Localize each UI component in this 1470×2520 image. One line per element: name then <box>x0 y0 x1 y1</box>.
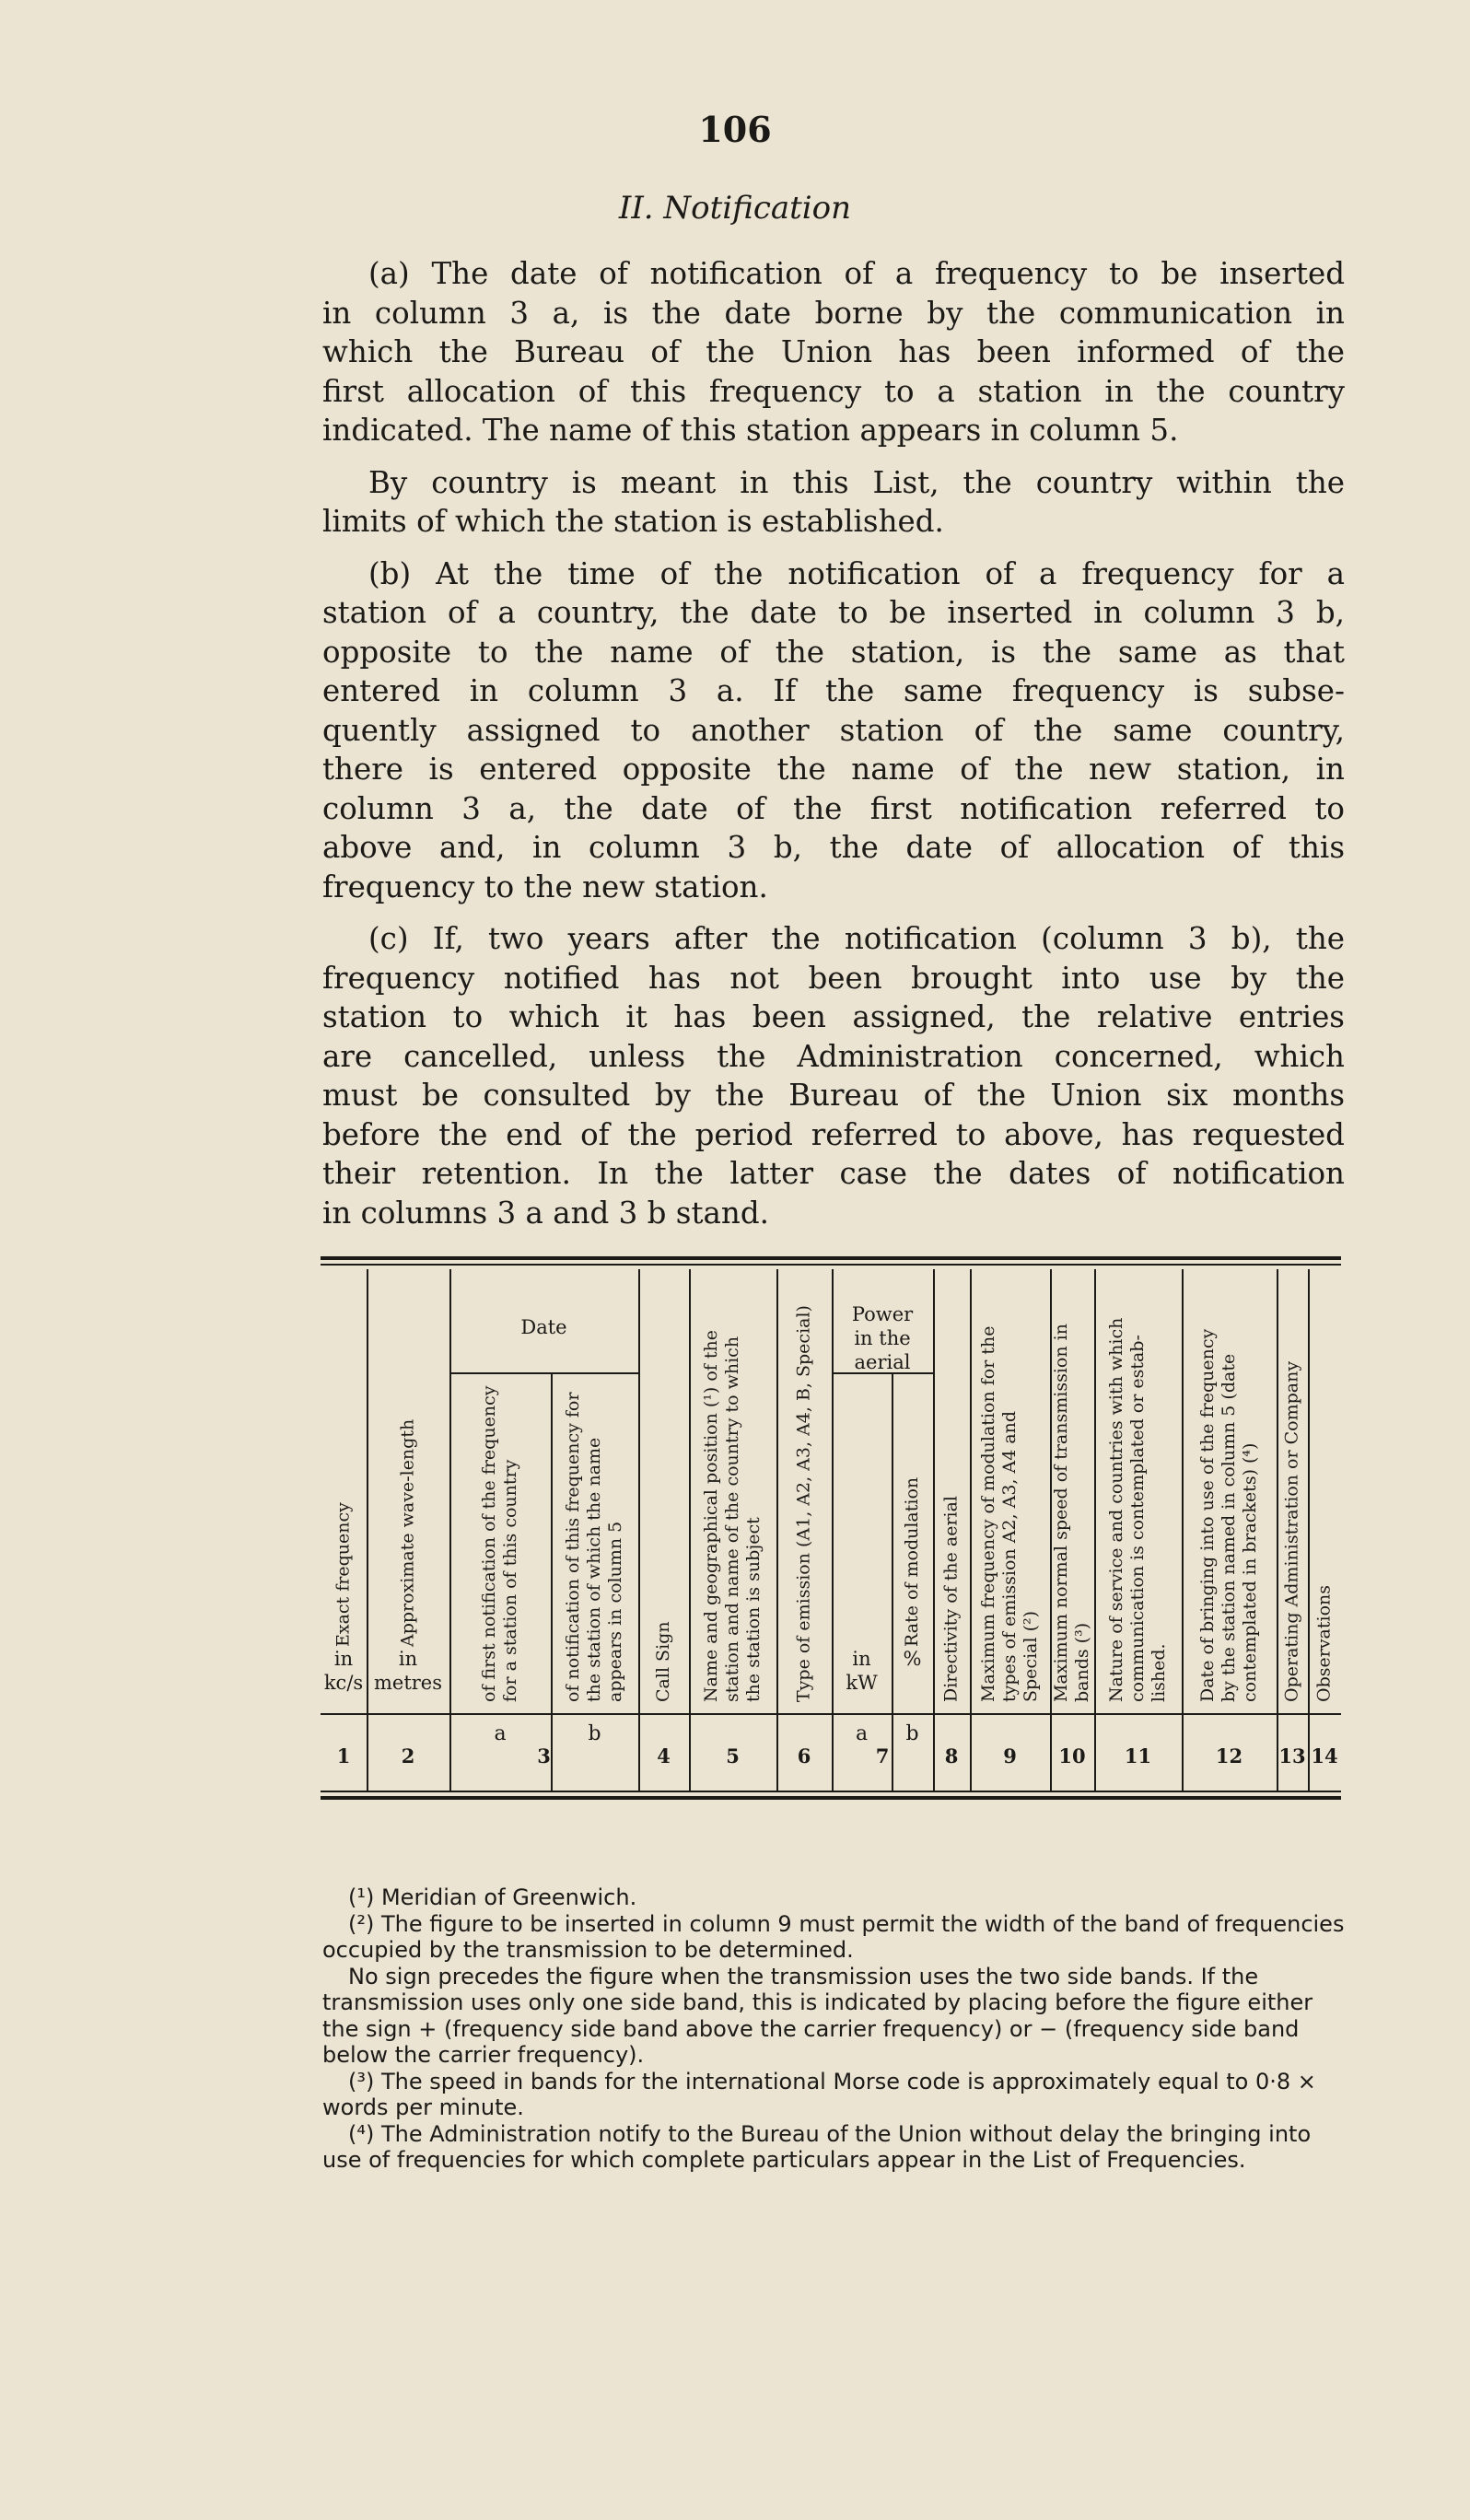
table-bottom-rule-thick <box>321 1796 1341 1800</box>
paragraph-line: limits of which the station is established. <box>322 504 944 539</box>
paragraph-line: frequency notified has not been brought into use by the <box>322 960 1345 996</box>
paragraph-line: frequency to the new station. <box>322 869 768 904</box>
column-header-text: Approximate wave-length <box>397 1418 418 1647</box>
column-number: 12 <box>1215 1744 1243 1768</box>
column-header-text: Maximum normal speed of transmission in bands (³) <box>1051 1324 1092 1702</box>
paragraph-line: first allocation of this frequency to a station in the country <box>322 373 1345 409</box>
column-header-text: Date of bringing into use of the frequency by the station named in column 5 (date contemplated in brackets) (⁴) <box>1197 1328 1260 1702</box>
column-unit: in kc/s <box>323 1648 364 1694</box>
column-unit: in metres <box>373 1648 443 1694</box>
column-number: 8 <box>944 1744 959 1768</box>
column-unit: in kW <box>846 1648 878 1694</box>
column-header-text: Name and geographical position (¹) of the station and name of the country to which the station is subject <box>701 1330 764 1702</box>
paragraph-line: entered in column 3 a. If the same frequency is subse- <box>322 673 1345 708</box>
paragraph <box>322 554 1345 907</box>
column-header-text: Exact frequency <box>332 1502 354 1647</box>
group-header-rule <box>449 1372 638 1374</box>
footnote: (³) The speed in bands for the international Morse code is approximately equal to 0·8 × words per minute. <box>322 2068 1316 2120</box>
subcolumn-letter: b <box>588 1722 601 1745</box>
paragraph-line: station to which it has been assigned, the relative entries <box>322 999 1345 1034</box>
paragraph <box>322 254 1345 450</box>
footnote: No sign precedes the figure when the transmission uses the two side bands. If the transmission uses only one side band, this is indicated by placing before the figure either the sign + (frequency side band above the carrier frequency) or − (frequency side band below the carrier frequency). <box>322 1963 1313 2068</box>
paragraph-line: (c) If, two years after the notification (column 3 b), the <box>368 921 1345 956</box>
column-header-text: Observations <box>1313 1584 1335 1702</box>
paragraph-line: (b) At the time of the notification of a frequency for a <box>368 555 1345 591</box>
column-number: 2 <box>401 1744 415 1768</box>
column-header-text: Call Sign <box>653 1621 673 1702</box>
paragraph-line: quently assigned to another station of the same country, <box>322 712 1345 748</box>
paragraph-line: above and, in column 3 b, the date of allocation of this <box>322 830 1345 865</box>
paragraph-line: opposite to the name of the station, is the same as that <box>322 634 1345 670</box>
column-number: 10 <box>1058 1744 1086 1768</box>
paragraph-line: in columns 3 a and 3 b stand. <box>322 1195 769 1231</box>
column-header-text: of notification of this frequency for the station of which the name appears in column 5 <box>563 1392 625 1702</box>
column-number: 14 <box>1311 1744 1338 1768</box>
paragraph-line: column 3 a, the date of the first notification referred to <box>322 790 1345 826</box>
table-top-rule-thin <box>321 1264 1341 1266</box>
column-number: 13 <box>1278 1744 1306 1768</box>
paragraph-line: indicated. The name of this station appears in column 5. <box>322 413 1179 448</box>
page-number: 106 <box>698 109 772 150</box>
paragraph-line: are cancelled, unless the Administration concerned, which <box>322 1038 1345 1074</box>
column-header-text: Rate of modulation <box>902 1476 922 1647</box>
paragraph <box>322 463 1345 542</box>
paragraph <box>322 919 1345 1232</box>
number-row-rule <box>321 1713 1341 1715</box>
column-number: 11 <box>1124 1744 1152 1768</box>
column-number: 5 <box>726 1744 740 1768</box>
paragraph-line: there is entered opposite the name of the new station, in <box>322 752 1345 787</box>
column-number: 4 <box>657 1744 671 1768</box>
column-header-text: Maximum frequency of modulation for the types of emission A2, A3, A4 and Special (²) <box>978 1325 1041 1702</box>
paragraph-line: By country is meant in this List, the country within the <box>368 464 1345 500</box>
power-group-header: Power in the aerial <box>851 1303 914 1373</box>
column-unit: % <box>903 1648 922 1670</box>
column-header-text: Nature of service and countries with which communication is contemplated or estab- lished. <box>1106 1317 1169 1702</box>
column-header-text: Directivity of the aerial <box>940 1495 962 1702</box>
paragraph-line: (a) The date of notification of a frequency to be inserted <box>368 256 1345 291</box>
paragraph-line: which the Bureau of the Union has been informed of the <box>322 334 1345 369</box>
date-group-header: Date <box>520 1316 567 1338</box>
column-header-text: Type of emission (A1, A2, A3, A4, B, Special) <box>793 1305 814 1702</box>
footnote: (¹) Meridian of Greenwich. <box>348 1884 637 1910</box>
section-title: II. Notification <box>618 190 852 227</box>
paragraph-line: in column 3 a, is the date borne by the communication in <box>322 295 1345 331</box>
subcolumn-letter: b <box>905 1722 919 1745</box>
footnotes <box>322 1884 1345 2174</box>
table-bottom-rule-thin <box>321 1791 1341 1792</box>
column-number: 3 <box>537 1744 551 1768</box>
footnote: (⁴) The Administration notify to the Bureau of the Union without delay the bringing into use of frequencies for which complete particulars appear in the List of Frequencies. <box>322 2120 1312 2173</box>
paragraph-line: their retention. In the latter case the dates of notification <box>322 1156 1345 1191</box>
column-number: 9 <box>1003 1744 1017 1768</box>
column-header-text: Operating Administration or Company <box>1281 1360 1302 1702</box>
body-text <box>322 254 1345 1245</box>
paragraph-line: before the end of the period referred to above, has requested <box>322 1116 1345 1152</box>
subcolumn-letter: a <box>494 1722 507 1745</box>
column-number: 1 <box>336 1744 351 1768</box>
paragraph-line: must be consulted by the Bureau of the Union six months <box>322 1078 1345 1113</box>
subcolumn-letter: a <box>855 1722 869 1745</box>
column-header-table <box>321 1269 1341 1791</box>
table-top-rule-thick <box>321 1256 1341 1260</box>
column-number: 6 <box>797 1744 811 1768</box>
footnote: (²) The figure to be inserted in column 9 must permit the width of the band of frequencies occupied by the transmission to be determined. <box>322 1910 1345 1963</box>
column-header-text: of first notification of the frequency for a station of this country <box>479 1385 520 1702</box>
column-number: 7 <box>875 1744 890 1768</box>
paragraph-line: station of a country, the date to be inserted in column 3 b, <box>322 595 1345 630</box>
